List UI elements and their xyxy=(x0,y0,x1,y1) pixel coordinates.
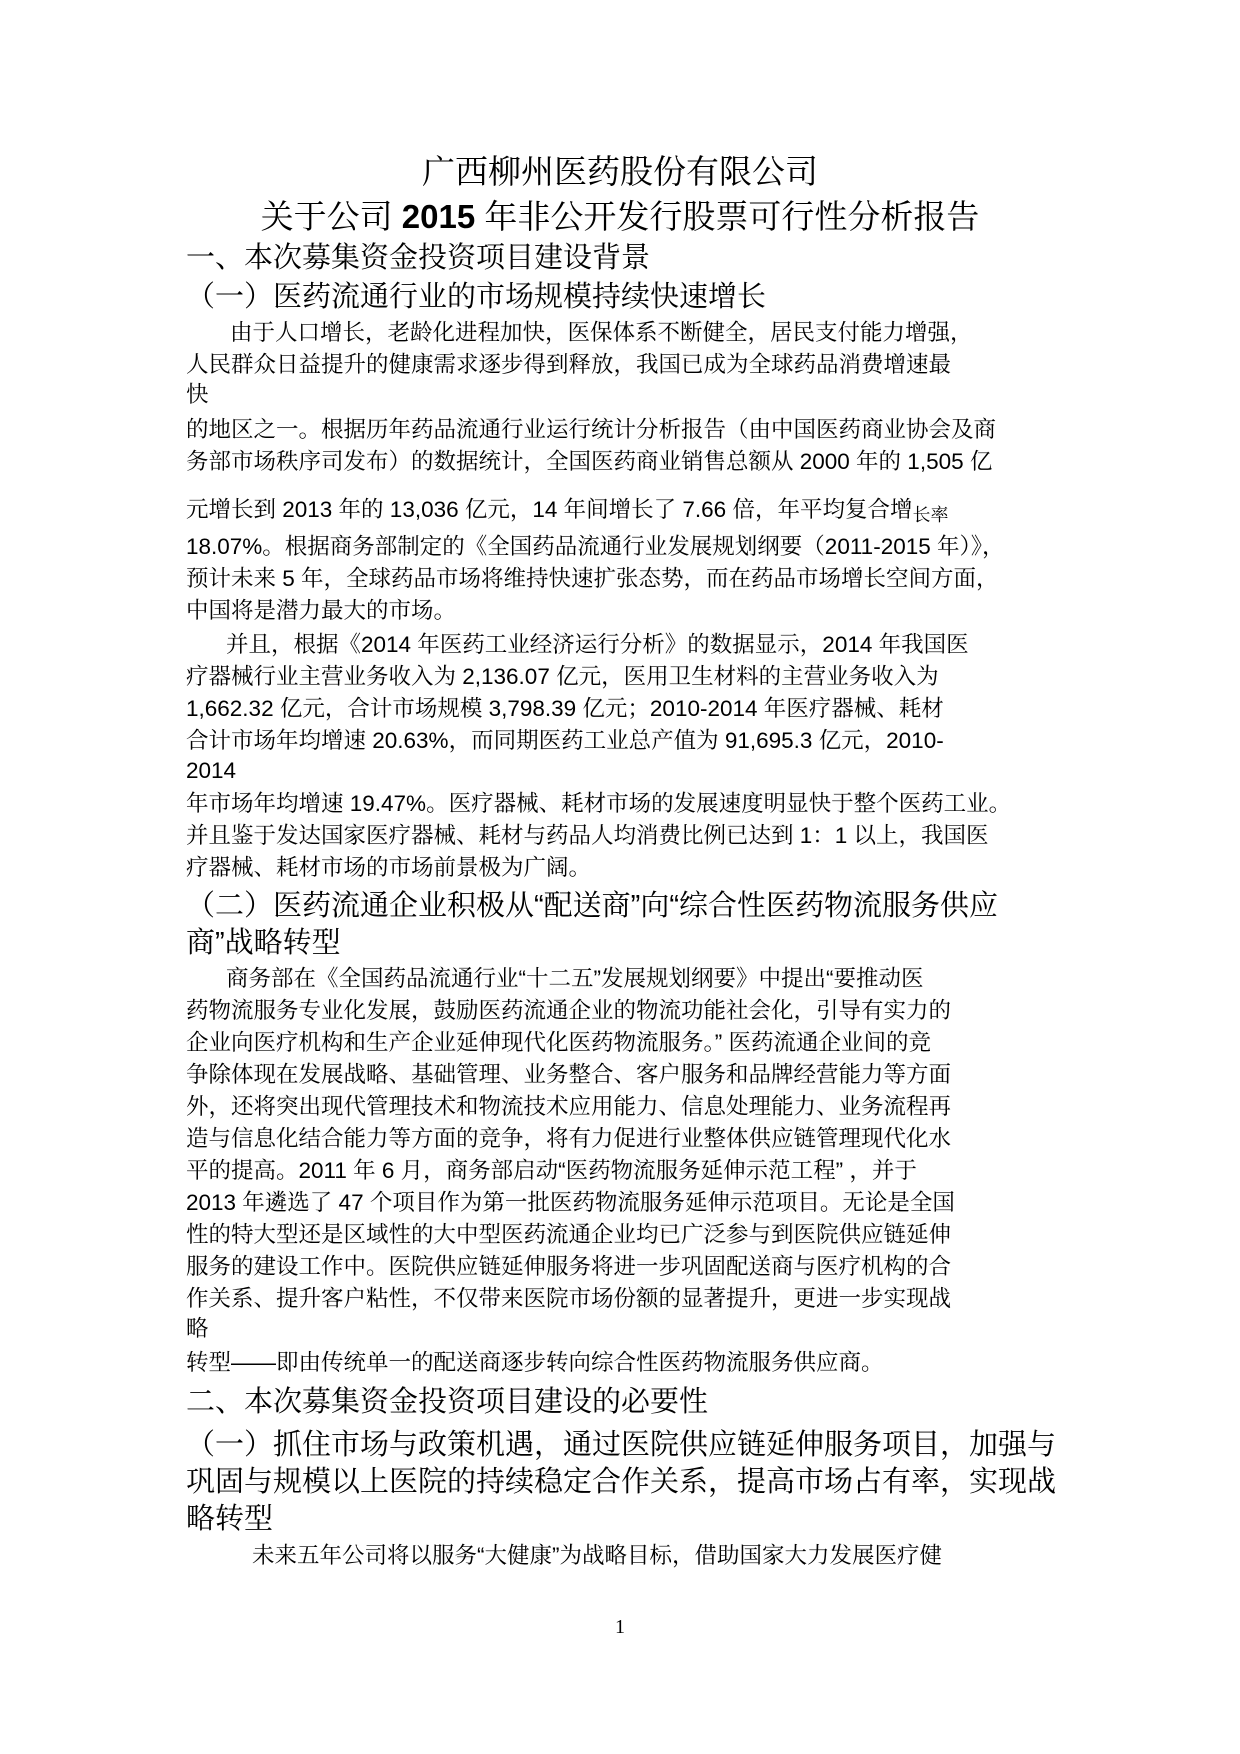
document-title-line-2 xyxy=(0,197,1240,237)
paragraph-line: 务部市场秩序司发布）的数据统计，全国医药商业销售总额从 2000 年的 1,505 亿 xyxy=(186,449,993,474)
paragraph-line: 18.07%。根据商务部制定的《全国药品流通行业发展规划纲要（2011-2015 年）》， xyxy=(186,534,1005,559)
paragraph-line: 服务的建设工作中。医院供应链延伸服务将进一步巩固配送商与医疗机构的合 xyxy=(186,1254,952,1279)
paragraph-line: 疗器械行业主营业务收入为 2,136.07 亿元，医用卫生材料的主营业务收入为 xyxy=(186,664,939,689)
paragraph-line: 作关系、提升客户粘性，不仅带来医院市场份额的显著提升，更进一步实现战 xyxy=(186,1286,952,1311)
title-year: 2015 xyxy=(401,198,476,235)
paragraph-line: 性的特大型还是区域性的大中型医药流通企业均已广泛参与到医院供应链延伸 xyxy=(186,1222,952,1247)
paragraph-line xyxy=(186,495,948,530)
section-2-1-heading-cont: 巩固与规模以上医院的持续稳定合作关系，提高市场占有率，实现战 xyxy=(186,1466,1057,1498)
title-post: 年非公开发行股票可行性分析报告 xyxy=(475,198,980,235)
paragraph-line: 预计未来 5 年，全球药品市场将维持快速扩张态势，而在药品市场增长空间方面， xyxy=(186,566,999,591)
section-2-1-heading-cont: 略转型 xyxy=(186,1503,274,1535)
paragraph-line: 转型——即由传统单一的配送商逐步转向综合性医药物流服务供应商。 xyxy=(186,1350,884,1375)
paragraph-line: 的地区之一。根据历年药品流通行业运行统计分析报告（由中国医药商业协会及商 xyxy=(186,417,997,442)
paragraph-line: 疗器械、耗材市场的市场前景极为广阔。 xyxy=(186,855,592,880)
section-1-2-heading: （二）医药流通企业积极从“配送商”向“综合性医药物流服务供应 xyxy=(186,890,998,922)
line-main: 元增长到 2013 年的 13,036 亿元，14 年间增长了 7.66 倍，年平均复合增 xyxy=(186,497,913,522)
paragraph-line: 快 xyxy=(186,382,209,407)
section-1-2-heading-cont: 商”战略转型 xyxy=(186,927,341,959)
section-2-heading: 二、本次募集资金投资项目建设的必要性 xyxy=(186,1386,709,1418)
paragraph-line: 略 xyxy=(186,1316,209,1341)
paragraph-line: 合计市场年均增速 20.63%，而同期医药工业总产值为 91,695.3 亿元，2010- xyxy=(186,728,944,753)
section-1-heading: 一、本次募集资金投资项目建设背景 xyxy=(186,242,651,274)
section-2-1-heading: （一）抓住市场与政策机遇，通过医院供应链延伸服务项目，加强与 xyxy=(186,1429,1057,1461)
document-title-line-1: 广西柳州医药股份有限公司 xyxy=(422,153,818,190)
paragraph-line: 药物流服务专业化发展，鼓励医药流通企业的物流功能社会化，引导有实力的 xyxy=(186,998,952,1023)
paragraph-line: 年市场年均增速 19.47%。医疗器械、耗材市场的发展速度明显快于整个医药工业。 xyxy=(186,791,1012,816)
paragraph-line: 商务部在《全国药品流通行业“十二五”发展规划纲要》中提出“要推动医 xyxy=(226,966,924,991)
paragraph-line: 平的提高。2011 年 6 月，商务部启动“医药物流服务延伸示范工程” ，并于 xyxy=(186,1158,917,1183)
paragraph-line: 造与信息化结合能力等方面的竞争，将有力促进行业整体供应链管理现代化水 xyxy=(186,1126,952,1151)
paragraph-line: 并且鉴于发达国家医疗器械、耗材与药品人均消费比例已达到 1：1 以上，我国医 xyxy=(186,823,989,848)
paragraph-line: 2013 年遴选了 47 个项目作为第一批医药物流服务延伸示范项目。无论是全国 xyxy=(186,1190,955,1215)
paragraph-line: 外，还将突出现代管理技术和物流技术应用能力、信息处理能力、业务流程再 xyxy=(186,1094,952,1119)
paragraph-line: 争除体现在发展战略、基础管理、业务整合、客户服务和品牌经营能力等方面 xyxy=(186,1062,952,1087)
line-subscript: 长率 xyxy=(912,505,949,525)
paragraph-line: 未来五年公司将以服务“大健康”为战略目标，借助国家大力发展医疗健 xyxy=(252,1543,942,1568)
paragraph-line: 企业向医疗机构和生产企业延伸现代化医药物流服务。” 医药流通企业间的竞 xyxy=(186,1030,931,1055)
paragraph-line: 由于人口增长，老龄化进程加快，医保体系不断健全，居民支付能力增强， xyxy=(230,320,973,345)
paragraph-line: 2014 xyxy=(186,758,237,783)
paragraph-line: 人民群众日益提升的健康需求逐步得到释放，我国已成为全球药品消费增速最 xyxy=(186,352,952,377)
page-number: 1 xyxy=(615,1616,625,1638)
paragraph-line: 并且，根据《2014 年医药工业经济运行分析》的数据显示，2014 年我国医 xyxy=(226,632,969,657)
paragraph-line: 中国将是潜力最大的市场。 xyxy=(186,598,457,623)
section-1-1-heading: （一）医药流通行业的市场规模持续快速增长 xyxy=(186,281,767,313)
title-pre: 关于公司 xyxy=(260,198,402,235)
paragraph-line: 1,662.32 亿元，合计市场规模 3,798.39 亿元；2010-2014 年医疗器械、耗材 xyxy=(186,696,944,721)
